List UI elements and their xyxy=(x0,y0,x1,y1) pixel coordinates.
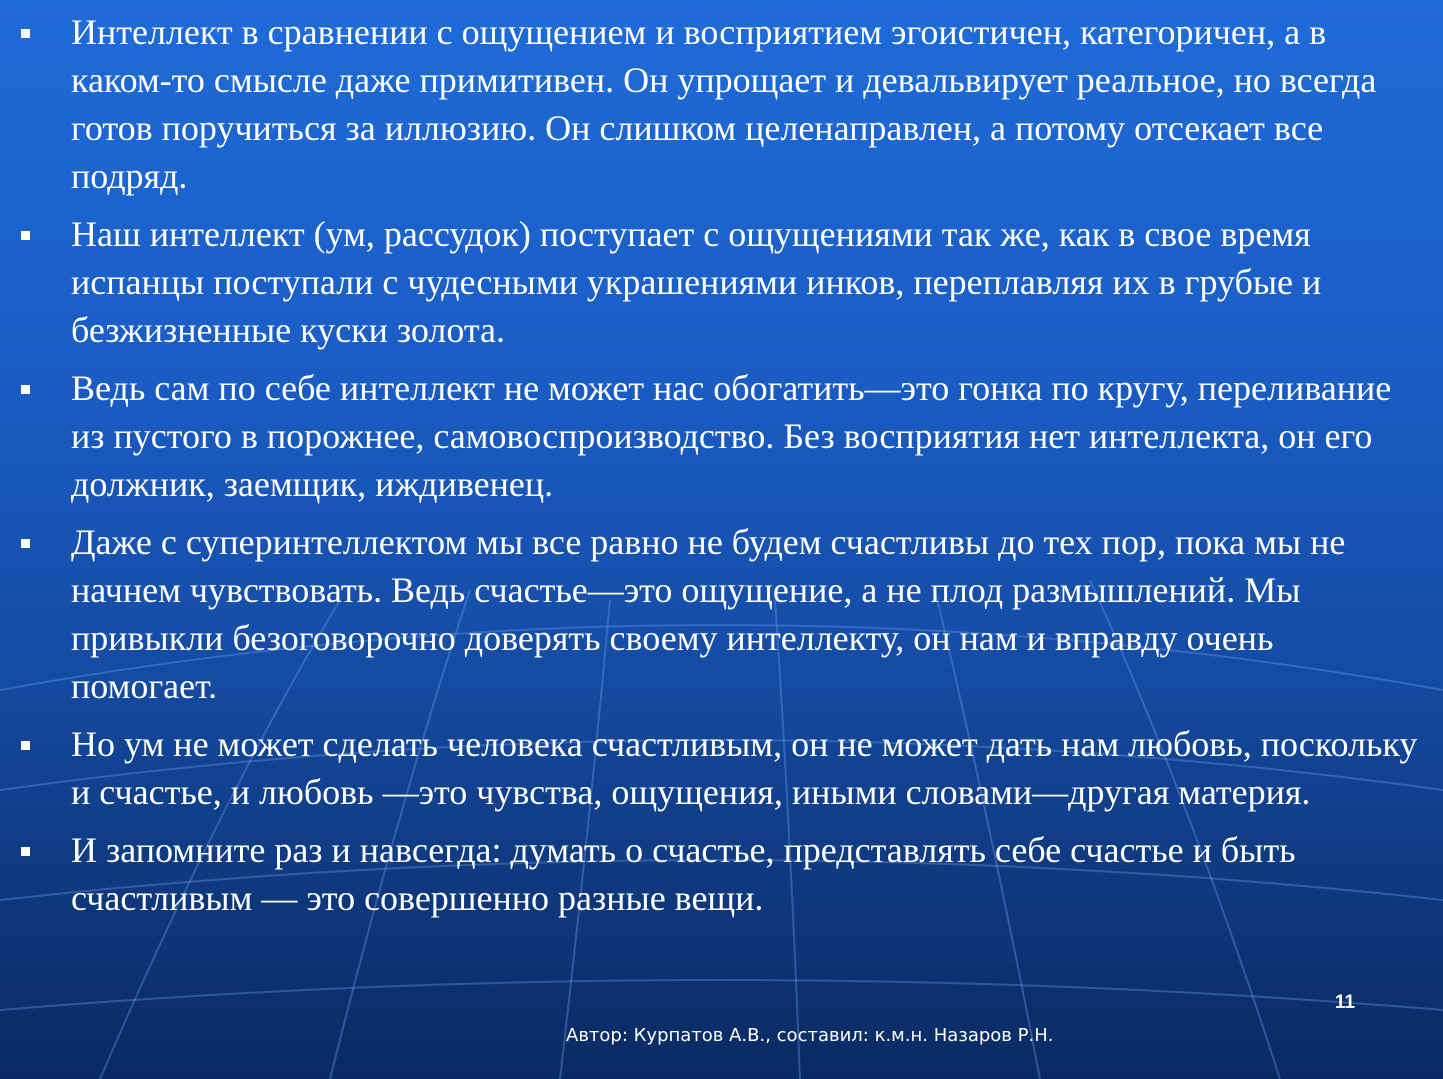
square-bullet-icon xyxy=(21,231,30,240)
square-bullet-icon xyxy=(21,741,30,750)
bullet-item xyxy=(0,210,1443,354)
bullet-item xyxy=(0,518,1443,710)
bullet-text: Ведь сам по себе интеллект не может нас обогатить—это гонка по кругу, переливание из пустого в порожнее, самовоспроизводство. Без восприятия нет интеллекта, он его должник, заемщик, иждивенец. xyxy=(71,368,1392,504)
bullet-text: Но ум не может сделать человека счастливым, он не может дать нам любовь, поскольку и счастье, и любовь —это чувства, ощущения, иными словами—другая материя. xyxy=(71,724,1418,812)
bullet-item xyxy=(0,364,1443,508)
bullet-text: И запомните раз и навсегда: думать о счастье, представлять себе счастье и быть счастливым — это совершенно разные вещи. xyxy=(71,830,1296,918)
square-bullet-icon xyxy=(21,539,30,548)
bullet-list xyxy=(0,8,1443,932)
bullet-item xyxy=(0,720,1443,816)
bullet-item xyxy=(0,826,1443,922)
page-number: 11 xyxy=(1334,992,1355,1013)
footer-author: Автор: Курпатов А.В., составил: к.м.н. Назаров Р.Н. xyxy=(566,1025,1054,1046)
bullet-text: Интеллект в сравнении с ощущением и восприятием эгоистичен, категоричен, а в каком-то смысле даже примитивен. Он упрощает и девальвирует реальное, но всегда готов поручиться за иллюзию. Он слишком целенаправлен, а потому отсекает все подряд. xyxy=(71,12,1377,196)
square-bullet-icon xyxy=(21,847,30,856)
bullet-text: Даже с суперинтеллектом мы все равно не будем счастливы до тех пор, пока мы не начнем чувствовать. Ведь счастье—это ощущение, а не плод размышлений. Мы привыкли безоговорочно доверять своему интеллекту, он нам и вправду очень помогает. xyxy=(71,522,1346,706)
square-bullet-icon xyxy=(21,29,30,38)
square-bullet-icon xyxy=(21,385,30,394)
bullet-text: Наш интеллект (ум, рассудок) поступает с ощущениями так же, как в свое время испанцы поступали с чудесными украшениями инков, переплавляя их в грубые и безжизненные куски золота. xyxy=(71,214,1322,350)
bullet-item xyxy=(0,8,1443,200)
